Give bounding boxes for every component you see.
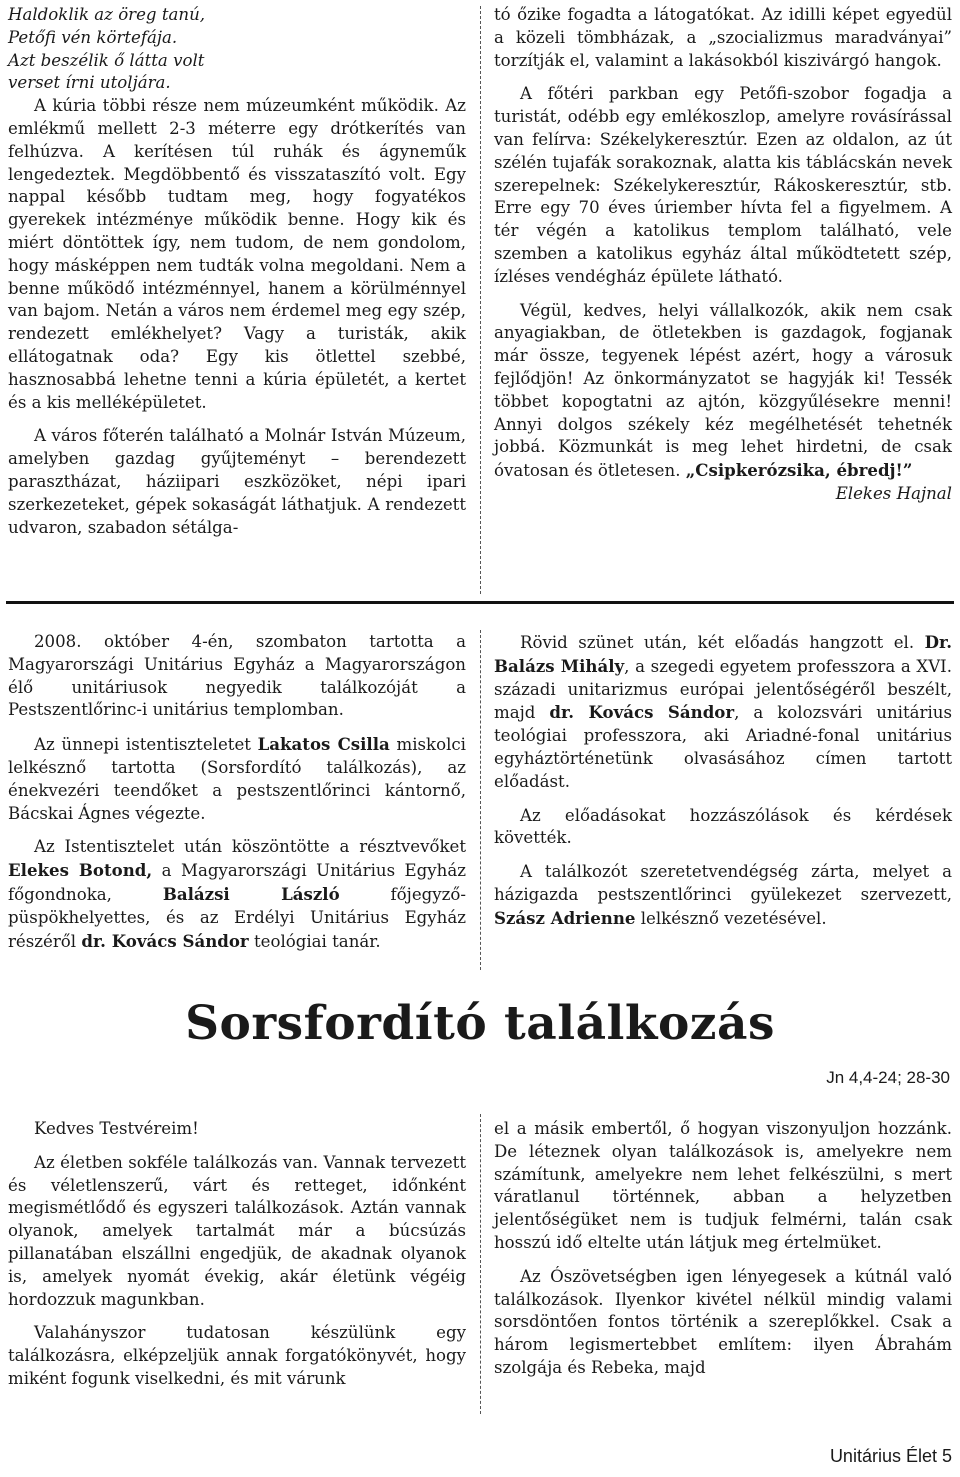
paragraph-text: Végül, kedves, helyi vállalkozók, akik nem csak anyagiakban, de ötletekben is gazdagok, fogjanak már össze, tegyenek lépést azért, hogy a városuk fejlődjön! Az önkormányzatot se hagyják ki! Tessék többet kopogtatni az ajtón, közgyűlésekre menni! Annyi dolgos székely kéz megélhetését tehetnék jobbá. Közmunkát is meg lehet hirdetni, de csak óvatosan és ötletesen.: [494, 300, 952, 481]
person-name: dr. Kovács Sándor: [549, 702, 735, 723]
column-divider: [480, 1114, 481, 1414]
column-divider: [480, 6, 481, 594]
paragraph: [494, 631, 952, 794]
paragraph: el a másik embertől, ő hogyan viszonyuljon hozzánk. De léteznek olyan találkozások is, amelyekre nem számítunk, amelyekre nem lehet felkészülni, s mert váratlanul történnek, abban a helyzetben jelentőségüket nem is tudjuk felmérni, talán csak hosszú idő eltelte után látjuk meg értelmüket.: [494, 1119, 952, 1252]
text: A találkozót szeretetvendégség zárta, melyet a házigazda pestszentlőrinci gyülekezet szervezett,: [494, 862, 952, 904]
text: lelkésznő vezetésével.: [635, 908, 827, 928]
person-name: Elekes Botond,: [8, 860, 153, 881]
text: , a kolozsvári unitárius teológiai professzora, aki Ariadné-fonal unitárius egyháztörténetünk olvasásához címen tartott előadást.: [494, 703, 952, 791]
text: a Magyarországi Unitárius Egyház főgondnoka,: [8, 861, 466, 904]
poem-line: Petőfi vén körtefája.: [8, 27, 178, 47]
paragraph: A kúria többi része nem múzeumként működik. Az emlékmű mellett 2-3 méterre egy drótkerítés van felhúzva. A kerítésen túl ruhák és ágyneműk lengedeztek. Megdöbbentő és visszataszító volt. Egy nappal később tudtam meg, hogy fogyatékos gyerekek intézménye működik benne. Hogy kik és miért döntöttek így, nem tudom, de nem gondolom, hogy másképpen nem tudták volna megoldani. Nem a benne működő intézménnyel, hanem a körülménnyel van bajom. Netán a város nem érdemel meg egy szép, rendezett emlékhelyet? Vagy a turisták, akik ellátogatnak oda? Egy kis ötlettel szebbé, hasznosabbá lehetne tenni a kúria épületét, a kertet és a kis melléképületet.: [8, 96, 466, 412]
bottom-left-column: [8, 1118, 466, 1391]
person-name: Szász Adrienne: [494, 907, 636, 928]
text: , a szegedi egyetem professzora a XVI. századi unitarizmus európai jelentőségéről beszélt, majd: [494, 656, 953, 723]
paragraph: Az életben sokféle találkozás van. Vannak tervezett és véletlenszerű, várt és retteget, időnként megismétlődő és egyszeri találkozások. Aztán vannak olyanok, amelyek tartalmát már a búcsúzás pillanatában elszállni engedjük, de akadnak olyanok is, amelyek nyomát évekig, akár életünk végéig hordozzuk magunkban.: [8, 1152, 466, 1309]
poem-line: Haldoklik az öreg tanú,: [8, 5, 206, 24]
poem: [8, 4, 466, 95]
paragraph: A főtéri parkban egy Petőfi-szobor fogadja a turistát, odébb egy emlékoszlop, amelyre rovásírással van felírva: Székelykeresztúr. Ezen az oldalon, az út szélén tujafák sorakoznak, alatta kis táblácskán nevek szerepelnek: Székelykeresztúr, Rákoskeresztúr, stb. Erre egy 70 éves úriember hívta fel a figyelmem. A tér végén a katolikus templom található, vele szemben a katolikus egyház által működtetett szép, ízléses vendégház épülete látható.: [494, 84, 952, 286]
section-divider: [6, 601, 954, 604]
paragraph: [494, 861, 952, 930]
person-name: Lakatos Csilla: [257, 734, 390, 755]
paragraph: tó őzike fogadta a látogatókat. Az idilli képet egyedül a közeli tömbházak, a „szocializmus maradványai” torzítják el, valamint a lakásokból kiszivárgó hangok.: [494, 5, 952, 70]
mid-left-column: [8, 631, 466, 953]
paragraph: Az Ószövetségben igen lényegesek a kútnál való találkozások. Ilyenkor kivétel nélkül mindig valami sorsdöntően fontos történik a szereplőkkel. Csak a három legismertebbet említem: ilyen Ábrahám szolgája és Rebeka, majd: [494, 1266, 952, 1377]
text: Az ünnepi istentiszteletet: [34, 735, 258, 755]
paragraph: 2008. október 4-én, szombaton tartotta a Magyarországi Unitárius Egyház a Magyarországon élő unitáriusok negyedik találkozóját a Pestszentlőrinc-i unitárius templomban.: [8, 632, 466, 720]
bottom-right-column: [494, 1118, 952, 1380]
text: Az Istentisztelet után köszöntötte a résztvevőket: [34, 837, 466, 857]
paragraph: Valahányszor tudatosan készülünk egy találkozásra, elképzeljük annak forgatókönyvét, hogy miként fogunk viselkedni, és mit várunk: [8, 1323, 466, 1388]
greeting: Kedves Testvéreim!: [34, 1119, 199, 1138]
person-name: dr. Kovács Sándor: [81, 930, 249, 951]
mid-right-column: [494, 631, 952, 931]
text: főjegyző-püspökhelyettes, és az Erdélyi Unitárius Egyház részéről: [8, 884, 466, 951]
paragraph: Az előadásokat hozzászólások és kérdések követték.: [494, 805, 952, 848]
paragraph: A város főterén található a Molnár István Múzeum, amelyben gazdag gyűjteményt – berendezett parasztházat, háziipari eszközöket, népi ipari szerkezeteket, gépek sokaságát láthatjuk. A rendezett udvaron, szabadon sétálga-: [8, 426, 466, 537]
person-name: Dr. Balázs Mihály: [494, 632, 952, 676]
text: Rövid szünet után, két előadás hangzott el.: [520, 633, 925, 652]
column-divider: [480, 630, 481, 970]
person-name: Balázsi László: [162, 883, 340, 904]
paragraph: [8, 733, 466, 825]
paragraph: [494, 300, 952, 483]
text: miskolci lelkésznő tartotta (Sorsfordító találkozás), az énekvezéri teendőket a pestszentlőrinci kántornő, Bácskai Ágnes végezte.: [8, 735, 466, 823]
poem-line: Azt beszélik ő látta volt: [8, 50, 205, 70]
signature: Elekes Hajnal: [835, 483, 952, 503]
closing-exclamation: „Csipkerózsika, ébredj!”: [685, 460, 913, 481]
scripture-reference: Jn 4,4-24; 28-30: [826, 1068, 950, 1087]
paragraph: [8, 836, 466, 953]
top-right-column: [494, 4, 952, 506]
poem-line: verset írni utoljára.: [8, 73, 171, 93]
article-title: Sorsfordító találkozás: [185, 996, 775, 1051]
page-footer: Unitárius Élet 5: [829, 1446, 952, 1466]
top-left-column: [8, 4, 466, 539]
text: teológiai tanár.: [248, 931, 381, 951]
